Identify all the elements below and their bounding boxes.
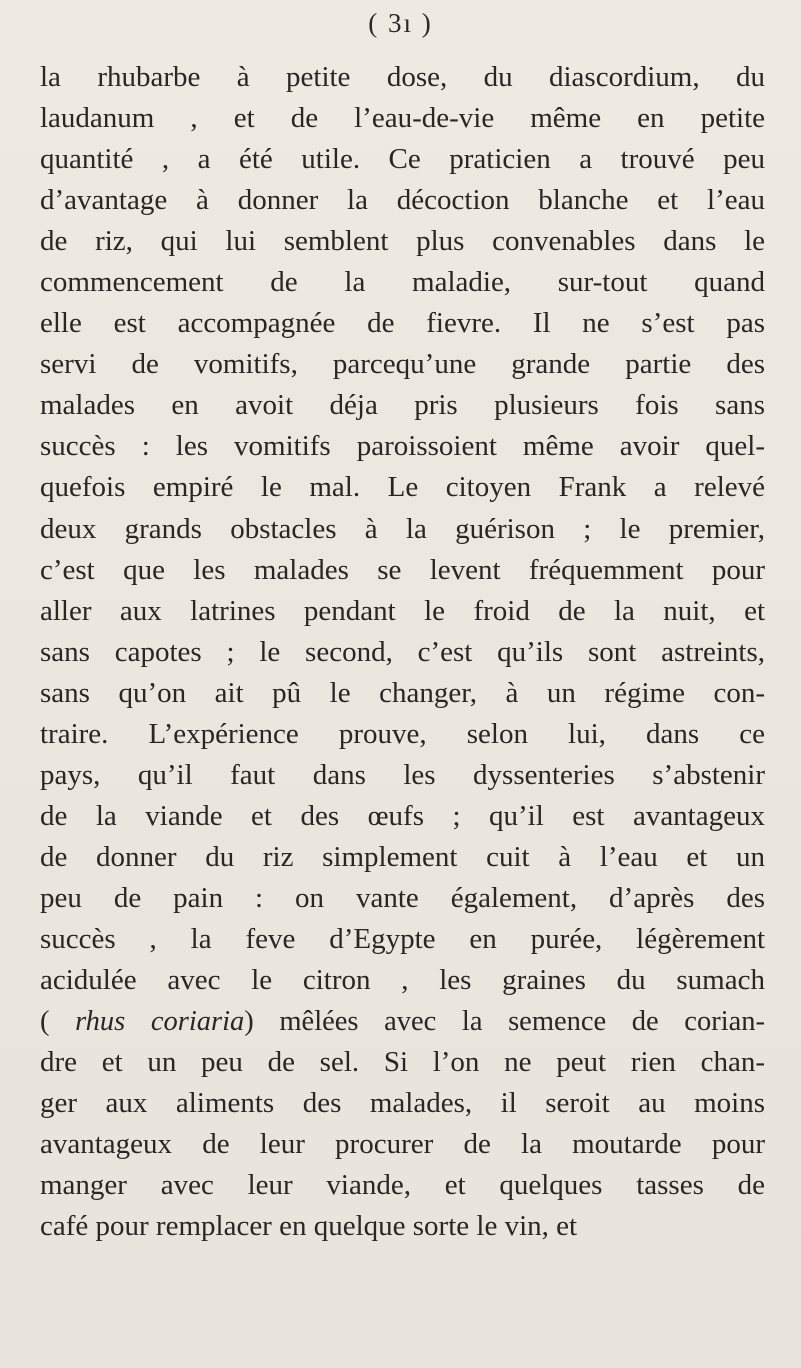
text-line: laudanum , et de l’eau-de-vie même en petite [40, 102, 765, 135]
text-line: manger avec leur viande, et quelques tasses de [40, 1169, 765, 1202]
text-line: quantité , a été utile. Ce praticien a trouvé peu [40, 143, 765, 176]
text-line: acidulée avec le citron , les graines du sumach [40, 964, 765, 997]
text-line: succès , la feve d’Egypte en purée, légèrement [40, 922, 765, 955]
text-line: de la viande et des œufs ; qu’il est avantageux [40, 799, 765, 832]
text-line: sans capotes ; le second, c’est qu’ils sont astreints, [40, 635, 765, 668]
text-fragment: ( [40, 1006, 50, 1038]
text-line: commencement de la maladie, sur-tout quand [40, 266, 765, 299]
text-line [40, 1001, 765, 1042]
text-line: café pour remplacer en quelque sorte le vin, et [40, 1210, 578, 1243]
text-line: avantageux de leur procurer de la moutarde pour [40, 1128, 765, 1161]
text-line: de donner du riz simplement cuit à l’eau et un [40, 840, 765, 873]
body-text [40, 57, 765, 1247]
text-line: ger aux aliments des malades, il seroit au moins [40, 1087, 765, 1120]
text-line: la rhubarbe à petite dose, du diascordium, du [40, 61, 765, 93]
text-line: aller aux latrines pendant le froid de la nuit, et [40, 594, 765, 627]
text-line: d’avantage à donner la décoction blanche et l’eau [40, 184, 765, 217]
text-line: c’est que les malades se levent fréquemment pour [40, 553, 765, 586]
text-line: pays, qu’il faut dans les dyssenteries s’abstenir [40, 758, 765, 791]
text-line: de riz, qui lui semblent plus convenables dans le [40, 225, 765, 258]
text-line: sans qu’on ait pû le changer, à un régime con- [40, 676, 765, 709]
text-line: dre et un peu de sel. Si l’on ne peut rien chan- [40, 1046, 765, 1079]
text-line: servi de vomitifs, parcequ’une grande partie des [40, 348, 765, 381]
text-line: quefois empiré le mal. Le citoyen Frank a relevé [40, 471, 765, 504]
text-line: deux grands obstacles à la guérison ; le premier, [40, 512, 765, 545]
text-line: peu de pain : on vante également, d’après des [40, 881, 765, 914]
text-line: succès : les vomitifs paroissoient même avoir quel- [40, 430, 765, 463]
italic-species-name: rhus coriaria [75, 1006, 245, 1038]
page-number: ( 3ı ) [368, 8, 433, 38]
text-line: elle est accompagnée de fievre. Il ne s’est pas [40, 307, 765, 340]
text-line: malades en avoit déja pris plusieurs fois sans [40, 389, 765, 422]
text-fragment: ) mêlées avec la semence de corian- [244, 1006, 765, 1038]
text-line: traire. L’expérience prouve, selon lui, dans ce [40, 717, 765, 750]
